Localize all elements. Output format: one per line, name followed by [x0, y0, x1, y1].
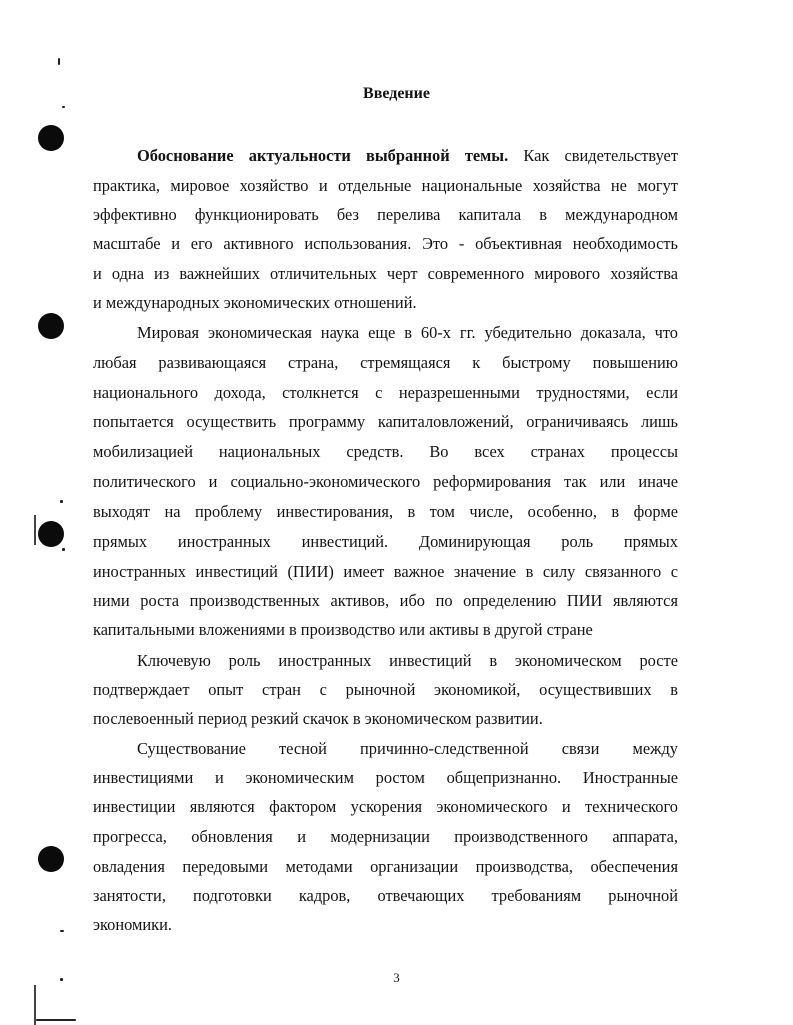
paragraph-line — [137, 146, 678, 166]
paragraph-line: инвестиции являются фактором ускорения экономического и технического — [93, 797, 678, 816]
scan-speck — [62, 106, 65, 108]
bold-lead: Обоснование актуальности выбранной темы. — [137, 146, 509, 165]
paragraph-line: и одна из важнейших отличительных черт современного мирового хозяйства — [93, 264, 678, 283]
paragraph-line: масштабе и его активного использования. Это - объективная необходимость — [93, 234, 678, 253]
paragraph-line: мобилизацией национальных средств. Во всех странах процессы — [93, 442, 678, 461]
paragraph-line: Мировая экономическая наука еще в 60-х гг. убедительно доказала, что — [137, 323, 678, 342]
scan-speck — [58, 58, 60, 65]
paragraph-line: и международных экономических отношений. — [93, 293, 417, 312]
paragraph-line: национального дохода, столкнется с неразрешенными трудностями, если — [93, 383, 678, 402]
binder-hole — [38, 846, 64, 872]
paragraph-line: инвестициями и экономическим ростом общепризнанно. Иностранные — [93, 768, 678, 787]
paragraph-line: послевоенный период резкий скачок в экономическом развитии. — [93, 709, 543, 728]
scan-speck — [62, 548, 65, 551]
scan-speck — [60, 930, 64, 932]
binder-hole — [38, 313, 64, 339]
paragraph-line: Существование тесной причинно-следственной связи между — [137, 739, 678, 758]
paragraph-line: экономики. — [93, 915, 172, 934]
paragraph-line: подтверждает опыт стран с рыночной экономикой, осуществивших в — [93, 680, 678, 699]
scan-speck — [60, 500, 63, 503]
binder-hole — [38, 125, 64, 151]
paragraph-line: прогресса, обновления и модернизации производственного аппарата, — [93, 827, 678, 846]
paragraph-line: практика, мировое хозяйство и отдельные национальные хозяйства не могут — [93, 176, 678, 195]
paragraph-line: выходят на проблему инвестирования, в том числе, особенно, в форме — [93, 502, 678, 521]
paragraph-line: овладения передовыми методами организации производства, обеспечения — [93, 857, 678, 876]
paragraph-line: любая развивающаяся страна, стремящаяся к быстрому повышению — [93, 353, 678, 372]
paragraph-line: прямых иностранных инвестиций. Доминирующая роль прямых — [93, 532, 678, 551]
paragraph-line: ними роста производственных активов, ибо по определению ПИИ являются — [93, 591, 678, 610]
scan-speck — [36, 1019, 76, 1021]
paragraph-line: Ключевую роль иностранных инвестиций в экономическом росте — [137, 651, 678, 670]
paragraph-line: занятости, подготовки кадров, отвечающих требованиям рыночной — [93, 886, 678, 905]
paragraph-line: политического и социально-экономического реформирования так или иначе — [93, 472, 678, 491]
paragraph-line: капитальными вложениями в производство или активы в другой стране — [93, 620, 593, 639]
binder-hole — [38, 521, 64, 547]
scan-edge — [34, 515, 36, 545]
page-title: Введение — [363, 85, 430, 102]
paragraph-line: иностранных инвестиций (ПИИ) имеет важное значение в силу связанного с — [93, 562, 678, 581]
paragraph-line: попытается осуществить программу капиталовложений, ограничиваясь лишь — [93, 412, 678, 431]
line-text: Как свидетельствует — [508, 146, 678, 165]
paragraph-line: эффективно функционировать без перелива капитала в международном — [93, 205, 678, 224]
page-number: 3 — [393, 970, 400, 985]
